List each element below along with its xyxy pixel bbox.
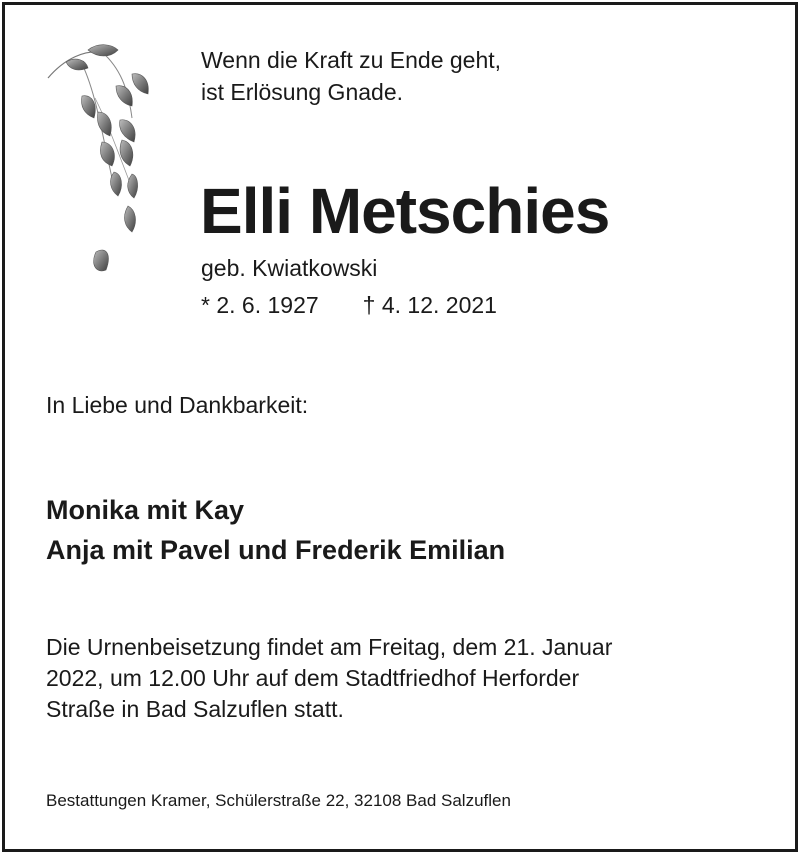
burial-notice	[46, 632, 766, 725]
birth-date: * 2. 6. 1927	[201, 292, 319, 318]
birch-twig-icon	[40, 38, 165, 288]
notice-line: Die Urnenbeisetzung findet am Freitag, dem 21. Januar	[46, 634, 613, 660]
life-dates	[201, 290, 497, 320]
deceased-name: Elli Metschies	[200, 175, 610, 247]
quote	[201, 44, 501, 108]
notice-line: Straße in Bad Salzuflen statt.	[46, 696, 344, 722]
notice-line: 2022, um 12.00 Uhr auf dem Stadtfriedhof Herforder	[46, 665, 580, 691]
mourner: Monika mit Kay	[46, 495, 245, 525]
intro-text: In Liebe und Dankbarkeit:	[46, 392, 309, 418]
quote-line: ist Erlösung Gnade.	[201, 79, 404, 105]
maiden-name: geb. Kwiatkowski	[201, 255, 378, 281]
mourner: Anja mit Pavel und Frederik Emilian	[46, 535, 506, 565]
funeral-home: Bestattungen Kramer, Schülerstraße 22, 32108 Bad Salzuflen	[46, 791, 511, 810]
quote-line: Wenn die Kraft zu Ende geht,	[201, 47, 502, 73]
death-date: † 4. 12. 2021	[362, 292, 497, 318]
mourners-list	[46, 490, 505, 570]
